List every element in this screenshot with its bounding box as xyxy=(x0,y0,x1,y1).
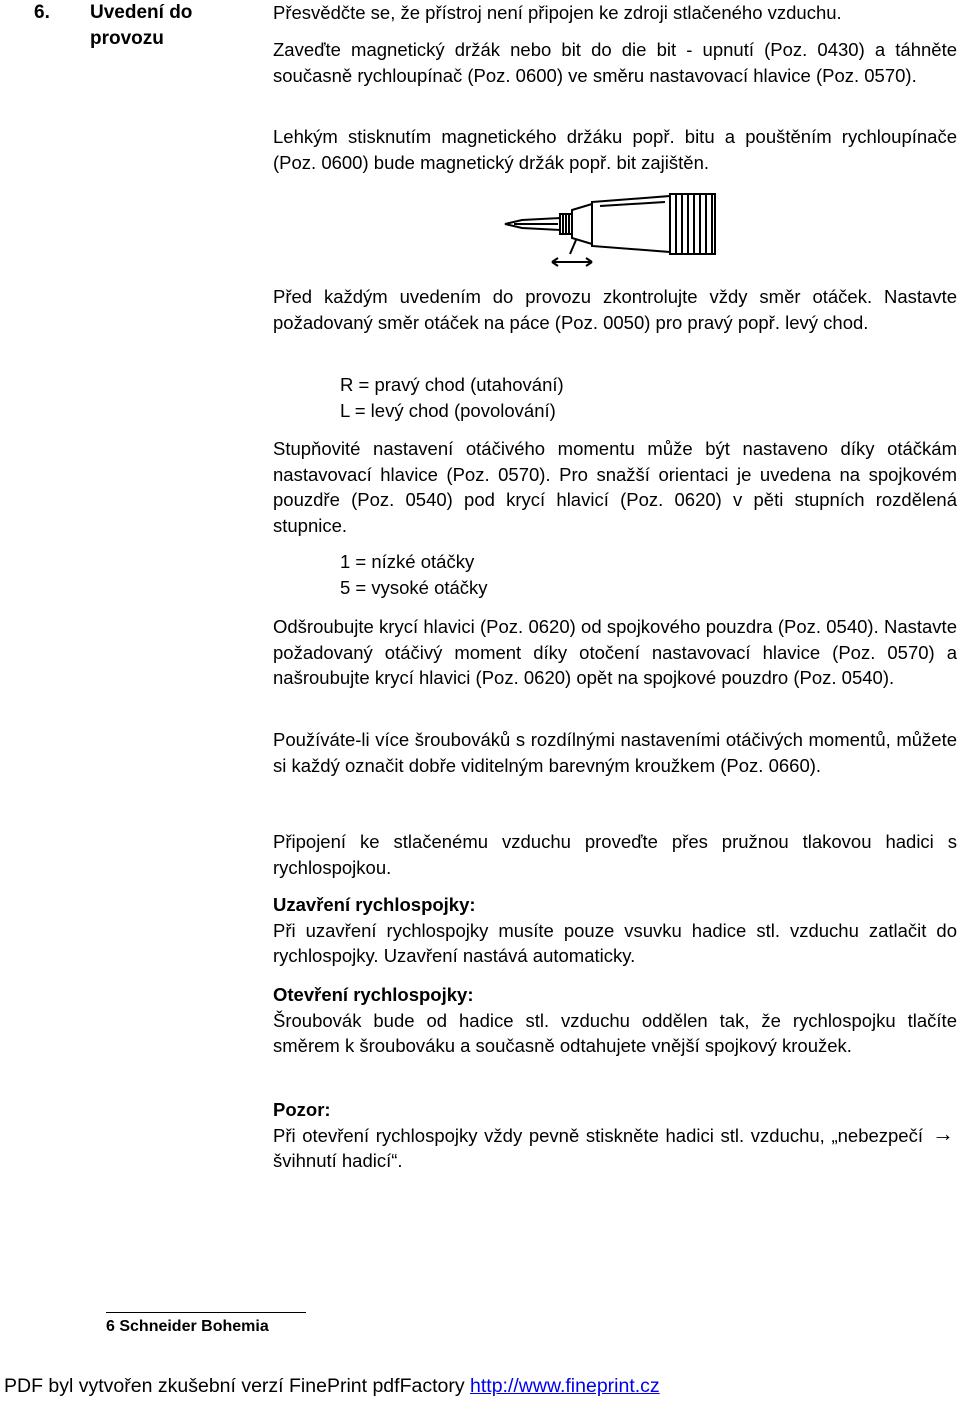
section-number: 6. xyxy=(34,2,50,23)
fineprint-link[interactable]: http://www.fineprint.cz xyxy=(470,1375,660,1397)
screwdriver-chuck-figure xyxy=(500,188,730,270)
footnote: 6 Schneider Bohemia xyxy=(106,1318,269,1335)
section-close-coupling xyxy=(273,892,957,969)
paragraph-text: Přesvědčte se, že přístroj není připojen ke zdroji stlačeného vzduchu. xyxy=(273,2,842,23)
paragraph-text: Stupňovité nastavení otáčivého momentu může být nastaveno díky otáčkám nastavovací hlavice (Poz. 0570). Pro snažší orientaci je uvedena na spojkovém pouzdře (Poz. 0540) pod krycí hlavicí (Poz. 0620) v pěti stupních rozdělená stupnice. xyxy=(273,438,957,536)
subheading: Pozor: xyxy=(273,1099,331,1120)
paragraph-cap-removal xyxy=(273,614,957,691)
pdf-footer-text: PDF byl vytvořen zkušební verzí FinePrint pdfFactory xyxy=(4,1375,471,1397)
paragraph-text: Odšroubujte krycí hlavici (Poz. 0620) od spojkového pouzdra (Poz. 0540). Nastavte požadovaný otáčivý moment díky otočení nastavovací hlavice (Poz. 0570) a našroubujte krycí hlavici (Poz. 0620) opět na spojkové pouzdro (Poz. 0540). xyxy=(273,616,957,688)
paragraph-text: Při uzavření rychlospojky musíte pouze vsuvku hadice stl. vzduchu zatlačit do rychlospojky. Uzavření nastává automaticky. xyxy=(273,919,957,966)
paragraph-power-check xyxy=(273,0,957,26)
list-item: 5 = vysoké otáčky xyxy=(340,576,488,598)
rotation-legend xyxy=(340,372,564,423)
list-item: L = levý chod (povolování) xyxy=(340,399,556,421)
list-item: 1 = nízké otáčky xyxy=(340,551,475,572)
speed-legend xyxy=(340,549,488,600)
paragraph-text: Při otevření rychlospojky vždy pevně stiskněte hadici stl. vzduchu, „nebezpečí švihnutí hadicí“. xyxy=(273,1124,923,1171)
list-item: R = pravý chod (utahování) xyxy=(340,374,564,395)
paragraph-text: Před každým uvedením do provozu zkontrolujte vždy směr otáček. Nastavte požadovaný směr otáček na páce (Poz. 0050) pro pravý popř. levý chod. xyxy=(273,286,957,333)
paragraph-lock-bit xyxy=(273,124,957,175)
arrow-right-icon: → xyxy=(932,1121,954,1146)
paragraph-insert-bit xyxy=(273,37,957,88)
paragraph-rotation-direction xyxy=(273,284,957,335)
paragraph-text: Připojení ke stlačenému vzduchu proveďte přes pružnou tlakovou hadici s rychlospojkou. xyxy=(273,831,957,878)
section-warning xyxy=(273,1097,923,1174)
paragraph-text: Používáte-li více šroubováků s rozdílnými nastaveními otáčivých momentů, můžete si každý označit dobře viditelným barevným kroužkem (Poz. 0660). xyxy=(273,729,957,776)
paragraph-text: Šroubovák bude od hadice stl. vzduchu oddělen tak, že rychlospojku tlačíte směrem k šroubováku a současně odtahujete vnější spojkový kroužek. xyxy=(273,1009,957,1056)
subheading: Uzavření rychlospojky: xyxy=(273,894,476,915)
footnote-divider xyxy=(106,1312,306,1313)
paragraph-color-ring xyxy=(273,727,957,778)
paragraph-text: Zaveďte magnetický držák nebo bit do die bit - upnutí (Poz. 0430) a táhněte současně rychloupínač (Poz. 0600) ve směru nastavovací hlavice (Poz. 0570). xyxy=(273,39,957,86)
section-title: Uvedení do provozu xyxy=(90,2,193,49)
section-open-coupling xyxy=(273,982,957,1059)
paragraph-torque-setting xyxy=(273,436,957,538)
paragraph-text: Lehkým stisknutím magnetického držáku popř. bitu a pouštěním rychloupínače (Poz. 0600) bude magnetický držák popř. bit zajištěn. xyxy=(273,126,957,173)
pdf-footer xyxy=(4,1375,660,1398)
subheading: Otevření rychlospojky: xyxy=(273,984,474,1005)
paragraph-air-connection xyxy=(273,829,957,880)
